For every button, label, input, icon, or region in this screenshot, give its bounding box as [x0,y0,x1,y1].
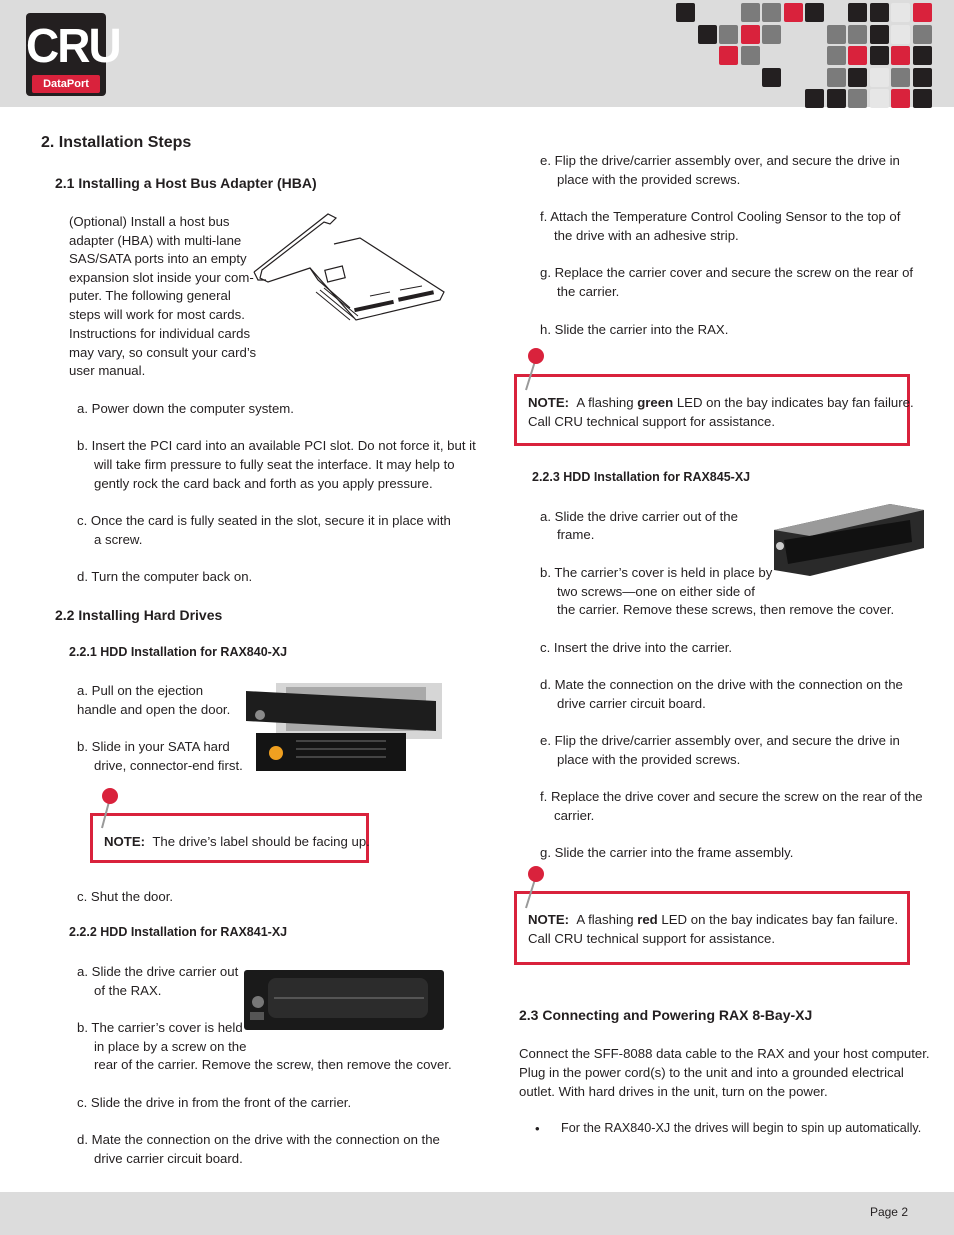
hba-paragraph-line: may vary, so consult your card’s [69,345,257,360]
rax841-step-e-line2: place with the provided screws. [557,172,741,187]
decorative-square [827,25,846,44]
rax841-step-c: c. Slide the drive in from the front of the carrier. [77,1095,352,1110]
installing-drives-heading: 2.2 Installing Hard Drives [55,607,223,623]
decorative-square [848,25,867,44]
decorative-square [741,46,760,65]
page-number: Page 2 [869,1205,908,1219]
note3-pre: A flashing [576,912,634,927]
note2-line1 [528,393,914,412]
decorative-square [870,89,889,108]
decorative-square [891,3,910,22]
decorative-square [848,46,867,65]
rax845-step-c: c. Insert the drive into the carrier. [540,640,733,655]
note1-label: NOTE: [104,834,146,849]
hba-paragraph-line: expansion slot inside your com- [69,270,254,285]
hba-heading: 2.1 Installing a Host Bus Adapter (HBA) [55,175,317,191]
decorative-square [676,3,695,22]
note3-label: NOTE: [528,912,570,927]
connect-paragraph-line1: Connect the SFF-8088 data cable to the RAX and your host computer. [519,1046,930,1061]
rax845-step-d-line1: d. Mate the connection on the drive with the connection on the [540,677,903,692]
decorative-square [870,46,889,65]
rax841-step-h: h. Slide the carrier into the RAX. [540,322,729,337]
decorative-square [848,89,867,108]
rax841-step-b-line2: in place by a screw on the [94,1039,247,1054]
hba-paragraph-line: adapter (HBA) with multi-lane [69,233,242,248]
decorative-square [848,68,867,87]
rax845-step-g: g. Slide the carrier into the frame assembly. [540,845,794,860]
decorative-square [891,46,910,65]
decorative-square [913,68,932,87]
note3-post: LED on the bay indicates bay fan failure. [661,912,899,927]
rax845-step-e-line1: e. Flip the drive/carrier assembly over, and secure the drive in [540,733,900,748]
rax845-step-b-line3: the carrier. Remove these screws, then remove the cover. [557,602,895,617]
pushpin-icon [88,786,124,830]
rax840-heading: 2.2.1 HDD Installation for RAX840-XJ [69,645,288,659]
rax841-step-b-line1: b. The carrier’s cover is held [77,1020,243,1035]
decorative-square [913,25,932,44]
decorative-square [805,89,824,108]
decorative-square [870,68,889,87]
decorative-square [741,3,760,22]
rax845-step-b-line2: two screws—one on either side of [557,584,755,599]
pushpin-icon [514,346,550,392]
hba-step-b-line3: gently rock the card back and forth as you apply pressure. [94,476,433,491]
hba-step-c-line2: a screw. [94,532,143,547]
rax840-drive-photo [246,683,442,775]
decorative-square [762,25,781,44]
note3-line1 [528,910,898,929]
hba-step-b-line1: b. Insert the PCI card into an available PCI slot. Do not force it, but it [77,438,476,453]
connect-paragraph-line2: Plug in the power cord(s) to the unit and into a grounded electrical [519,1065,904,1080]
decorative-square [848,3,867,22]
hba-step-b-line2: will take firm pressure to fully seat the interface. It may help to [94,457,455,472]
bullet-marker: • [535,1121,540,1136]
rax841-step-b-line3: rear of the carrier. Remove the screw, then remove the cover. [94,1057,452,1072]
decorative-square [913,46,932,65]
rax841-step-a-line1: a. Slide the drive carrier out [77,964,239,979]
decorative-square [741,25,760,44]
rax841-step-f-line2: the drive with an adhesive strip. [554,228,739,243]
hba-step-d: d. Turn the computer back on. [77,569,253,584]
hba-paragraph-line: steps will work for most cards. [69,307,245,322]
pci-card-illustration [250,208,450,338]
rax845-step-f-line2: carrier. [554,808,595,823]
pushpin-icon [514,864,550,910]
page-footer [0,1192,954,1235]
rax841-step-g-line2: the carrier. [557,284,620,299]
decorative-square [891,68,910,87]
decorative-square [891,25,910,44]
rax845-drive-photo [770,500,926,580]
hba-step-c-line1: c. Once the card is fully seated in the slot, secure it in place with [77,513,451,528]
decorative-square [805,3,824,22]
rax841-step-g-line1: g. Replace the carrier cover and secure the screw on the rear of [540,265,914,280]
decorative-square [762,3,781,22]
rax845-step-b-line1: b. The carrier’s cover is held in place by [540,565,773,580]
decorative-square [913,89,932,108]
rax841-step-f-line1: f. Attach the Temperature Control Cooling Sensor to the top of [540,209,901,224]
note1-text [104,832,370,851]
connect-paragraph-line3: outlet. With hard drives in the unit, turn on the power. [519,1084,828,1099]
decorative-square [913,3,932,22]
note1-body: The drive’s label should be facing up. [152,834,370,849]
note3-emphasis: red [637,912,658,927]
decorative-square [719,25,738,44]
note2-pre: A flashing [576,395,634,410]
note2-line2: Call CRU technical support for assistance. [528,414,776,429]
connecting-powering-heading: 2.3 Connecting and Powering RAX 8-Bay-XJ [519,1007,813,1023]
rax845-step-a-line1: a. Slide the drive carrier out of the [540,509,738,524]
decorative-square [827,89,846,108]
note2-post: LED on the bay indicates bay fan failure. [676,395,914,410]
rax845-step-d-line2: drive carrier circuit board. [557,696,706,711]
rax840-step-b-line1: b. Slide in your SATA hard [77,739,230,754]
rax840-step-a-line2: handle and open the door. [77,702,231,717]
decorative-square [762,68,781,87]
hba-paragraph-line: SAS/SATA ports into an empty [69,251,247,266]
rax845-step-a-line2: frame. [557,527,595,542]
rax841-step-e-line1: e. Flip the drive/carrier assembly over, and secure the drive in [540,153,900,168]
hba-paragraph-line: user manual. [69,363,146,378]
logo-cru-text: CRU [26,17,120,73]
installation-steps-heading: 2. Installation Steps [41,134,192,151]
rax845-step-f-line1: f. Replace the drive cover and secure the screw on the rear of the [540,789,923,804]
decorative-square [719,46,738,65]
rax840-step-c: c. Shut the door. [77,889,174,904]
decorative-square [891,89,910,108]
rax841-step-d-line1: d. Mate the connection on the drive with the connection on the [77,1132,440,1147]
decorative-square [784,3,803,22]
decorative-square [827,46,846,65]
bullet-text: For the RAX840-XJ the drives will begin to spin up automatically. [561,1121,922,1135]
rax841-heading: 2.2.2 HDD Installation for RAX841-XJ [69,925,288,939]
decorative-square [870,25,889,44]
hba-step-a: a. Power down the computer system. [77,401,294,416]
rax845-heading: 2.2.3 HDD Installation for RAX845-XJ [532,470,751,484]
rax841-step-a-line2: of the RAX. [94,983,162,998]
note3-line2: Call CRU technical support for assistance. [528,931,776,946]
hba-paragraph-line: Instructions for individual cards [69,326,251,341]
hba-paragraph-line: (Optional) Install a host bus [69,214,230,229]
decorative-square [870,3,889,22]
rax840-step-a-line1: a. Pull on the ejection [77,683,204,698]
decorative-square [698,25,717,44]
rax841-drive-photo [244,966,444,1038]
decorative-square [827,68,846,87]
note2-label: NOTE: [528,395,570,410]
logo-dataport-text: DataPort [32,75,100,93]
cru-logo [26,13,120,96]
rax840-step-b-line2: drive, connector-end first. [94,758,243,773]
rax845-step-e-line2: place with the provided screws. [557,752,741,767]
hba-paragraph-line: puter. The following general [69,288,231,303]
note2-emphasis: green [637,395,674,410]
rax841-step-d-line2: drive carrier circuit board. [94,1151,243,1166]
